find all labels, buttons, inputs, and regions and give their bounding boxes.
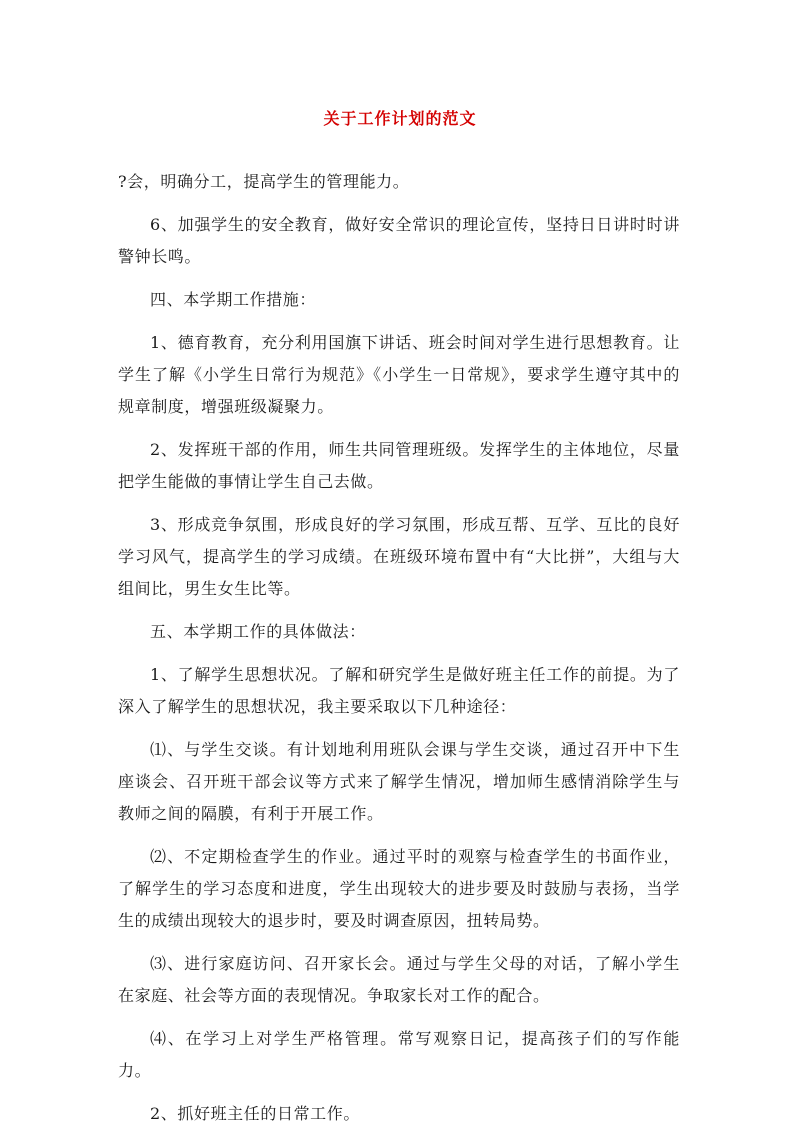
document-body xyxy=(118,166,680,1141)
paragraph: ?会，明确分工，提高学生的管理能力。 xyxy=(118,172,410,191)
paragraph: ⑷、在学习上对学生严格管理。常写观察日记，提高孩子们的写作能力。 xyxy=(118,1029,680,1080)
paragraph: 6、加强学生的安全教育，做好安全常识的理论宣传，坚持日日讲时时讲警钟长鸣。 xyxy=(118,215,680,266)
section-heading: 四、本学期工作措施： xyxy=(150,290,317,309)
section-heading: 五、本学期工作的具体做法： xyxy=(150,622,366,641)
paragraph: 3、形成竞争氛围，形成良好的学习氛围，形成互帮、互学、互比的良好学习风气，提高学生的学习成绩。在班级环境布置中有“大比拼”，大组与大组间比，男生女生比等。 xyxy=(118,515,680,598)
paragraph: 2、发挥班干部的作用，师生共同管理班级。发挥学生的主体地位，尽量把学生能做的事情让学生自己去做。 xyxy=(118,440,680,491)
document-title: 关于工作计划的范文 xyxy=(323,109,477,128)
paragraph: ⑶、进行家庭访问、召开家长会。通过与学生父母的对话，了解小学生在家庭、社会等方面的表现情况。争取家长对工作的配合。 xyxy=(118,954,680,1005)
paragraph: ⑵、不定期检查学生的作业。通过平时的观察与检查学生的书面作业，了解学生的学习态度和进度，学生出现较大的进步要及时鼓励与表扬，当学生的成绩出现较大的退步时，要及时调查原因，扭转局势。 xyxy=(118,847,680,930)
paragraph: 1、了解学生思想状况。了解和研究学生是做好班主任工作的前提。为了深入了解学生的思想状况，我主要采取以下几种途径： xyxy=(118,665,680,716)
paragraph: ⑴、与学生交谈。有计划地利用班队会课与学生交谈，通过召开中下生座谈会、召开班干部会议等方式来了解学生情况，增加师生感情消除学生与教师之间的隔膜，有利于开展工作。 xyxy=(118,740,680,823)
paragraph: 1、德育教育，充分利用国旗下讲话、班会时间对学生进行思想教育。让学生了解《小学生日常行为规范》《小学生一日常规》，要求学生遵守其中的规章制度，增强班级凝聚力。 xyxy=(118,333,680,416)
paragraph: 2、抓好班主任的日常工作。 xyxy=(150,1104,360,1123)
